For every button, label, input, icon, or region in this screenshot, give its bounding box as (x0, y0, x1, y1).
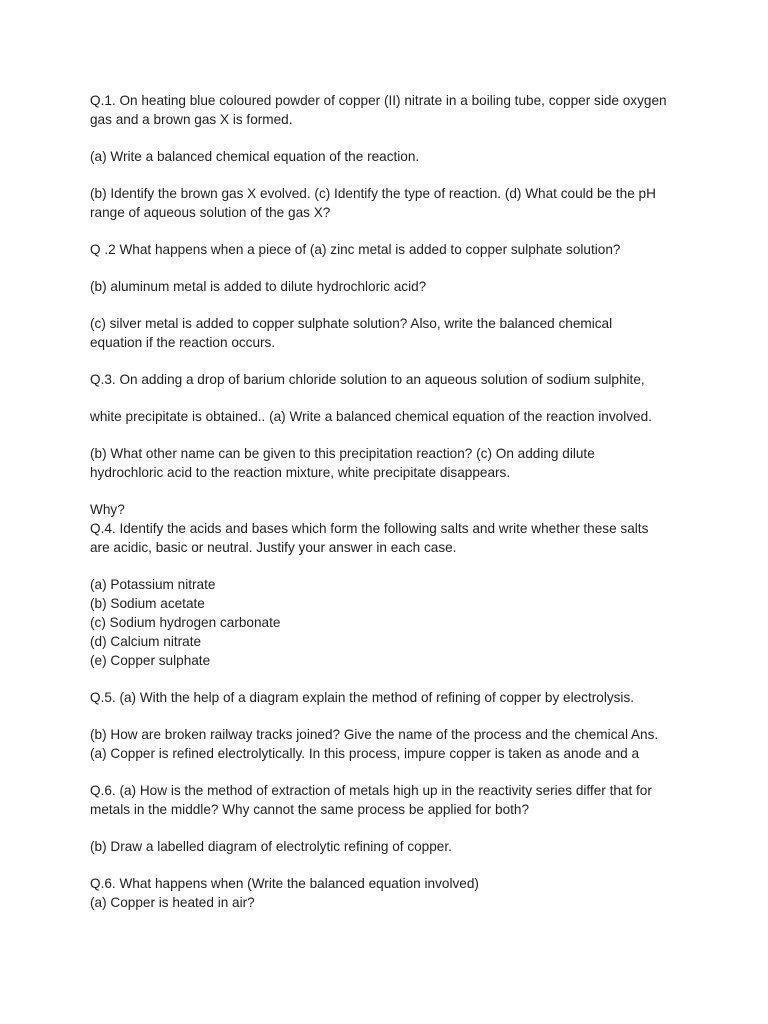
paragraph-q2 (90, 240, 690, 259)
text-line: (b) What other name can be given to this precipitation reaction? (c) On adding dilute (90, 446, 595, 461)
salt-list (90, 575, 690, 670)
paragraph-q3-cont (90, 407, 690, 426)
paragraph-q4 (90, 500, 690, 557)
text-line: Q.4. Identify the acids and bases which form the following salts and write whether these salts (90, 521, 649, 536)
text-line: (a) Copper is heated in air? (90, 895, 255, 910)
paragraph-q5 (90, 688, 690, 707)
text-line: (b) How are broken railway tracks joined? Give the name of the process and the chemical Ans. (90, 727, 659, 742)
text-line: (b) Draw a labelled diagram of electrolytic refining of copper. (90, 839, 452, 854)
document-body (90, 91, 690, 912)
paragraph-q3-b (90, 444, 690, 482)
text-line: are acidic, basic or neutral. Justify your answer in each case. (90, 540, 457, 555)
list-item: (e) Copper sulphate (90, 653, 211, 668)
text-line: hydrochloric acid to the reaction mixture, white precipitate disappears. (90, 465, 511, 480)
list-item: (b) Sodium acetate (90, 596, 205, 611)
text-line: (b) Identify the brown gas X evolved. (c) Identify the type of reaction. (d) What could be the pH (90, 186, 656, 201)
text-line: white precipitate is obtained.. (a) Write a balanced chemical equation of the reaction involved. (90, 409, 652, 424)
paragraph-q2-c (90, 314, 690, 352)
paragraph-q6-first (90, 781, 690, 819)
paragraph-q6-first-b (90, 837, 690, 856)
text-line: (b) aluminum metal is added to dilute hydrochloric acid? (90, 279, 427, 294)
paragraph-q6-second (90, 874, 690, 912)
text-line: Q.1. On heating blue coloured powder of copper (II) nitrate in a boiling tube, copper side oxygen (90, 93, 667, 108)
paragraph-q3 (90, 370, 690, 389)
text-line: Q.6. What happens when (Write the balanced equation involved) (90, 876, 479, 891)
text-line: Q.3. On adding a drop of barium chloride solution to an aqueous solution of sodium sulphite, (90, 372, 645, 387)
text-line: metals in the middle? Why cannot the same process be applied for both? (90, 802, 530, 817)
text-line: (a) Copper is refined electrolytically. In this process, impure copper is taken as anode and a (90, 746, 640, 761)
text-line: (a) Write a balanced chemical equation of the reaction. (90, 149, 420, 164)
text-line: Why? (90, 502, 125, 517)
text-line: Q.6. (a) How is the method of extraction of metals high up in the reactivity series differ that for (90, 783, 652, 798)
list-item: (d) Calcium nitrate (90, 634, 202, 649)
list-item: (a) Potassium nitrate (90, 577, 216, 592)
text-line: gas and a brown gas X is formed. (90, 112, 293, 127)
list-item: (c) Sodium hydrogen carbonate (90, 615, 281, 630)
paragraph-q2-b (90, 277, 690, 296)
text-line: Q .2 What happens when a piece of (a) zinc metal is added to copper sulphate solution? (90, 242, 621, 257)
text-line: equation if the reaction occurs. (90, 335, 276, 350)
text-line: (c) silver metal is added to copper sulphate solution? Also, write the balanced chemical (90, 316, 613, 331)
paragraph-q1-a (90, 147, 690, 166)
paragraph-q5-b (90, 725, 690, 763)
text-line: range of aqueous solution of the gas X? (90, 205, 331, 220)
paragraph-q1-b (90, 184, 690, 222)
paragraph-q1 (90, 91, 690, 129)
text-line: Q.5. (a) With the help of a diagram explain the method of refining of copper by electrolysis. (90, 690, 635, 705)
